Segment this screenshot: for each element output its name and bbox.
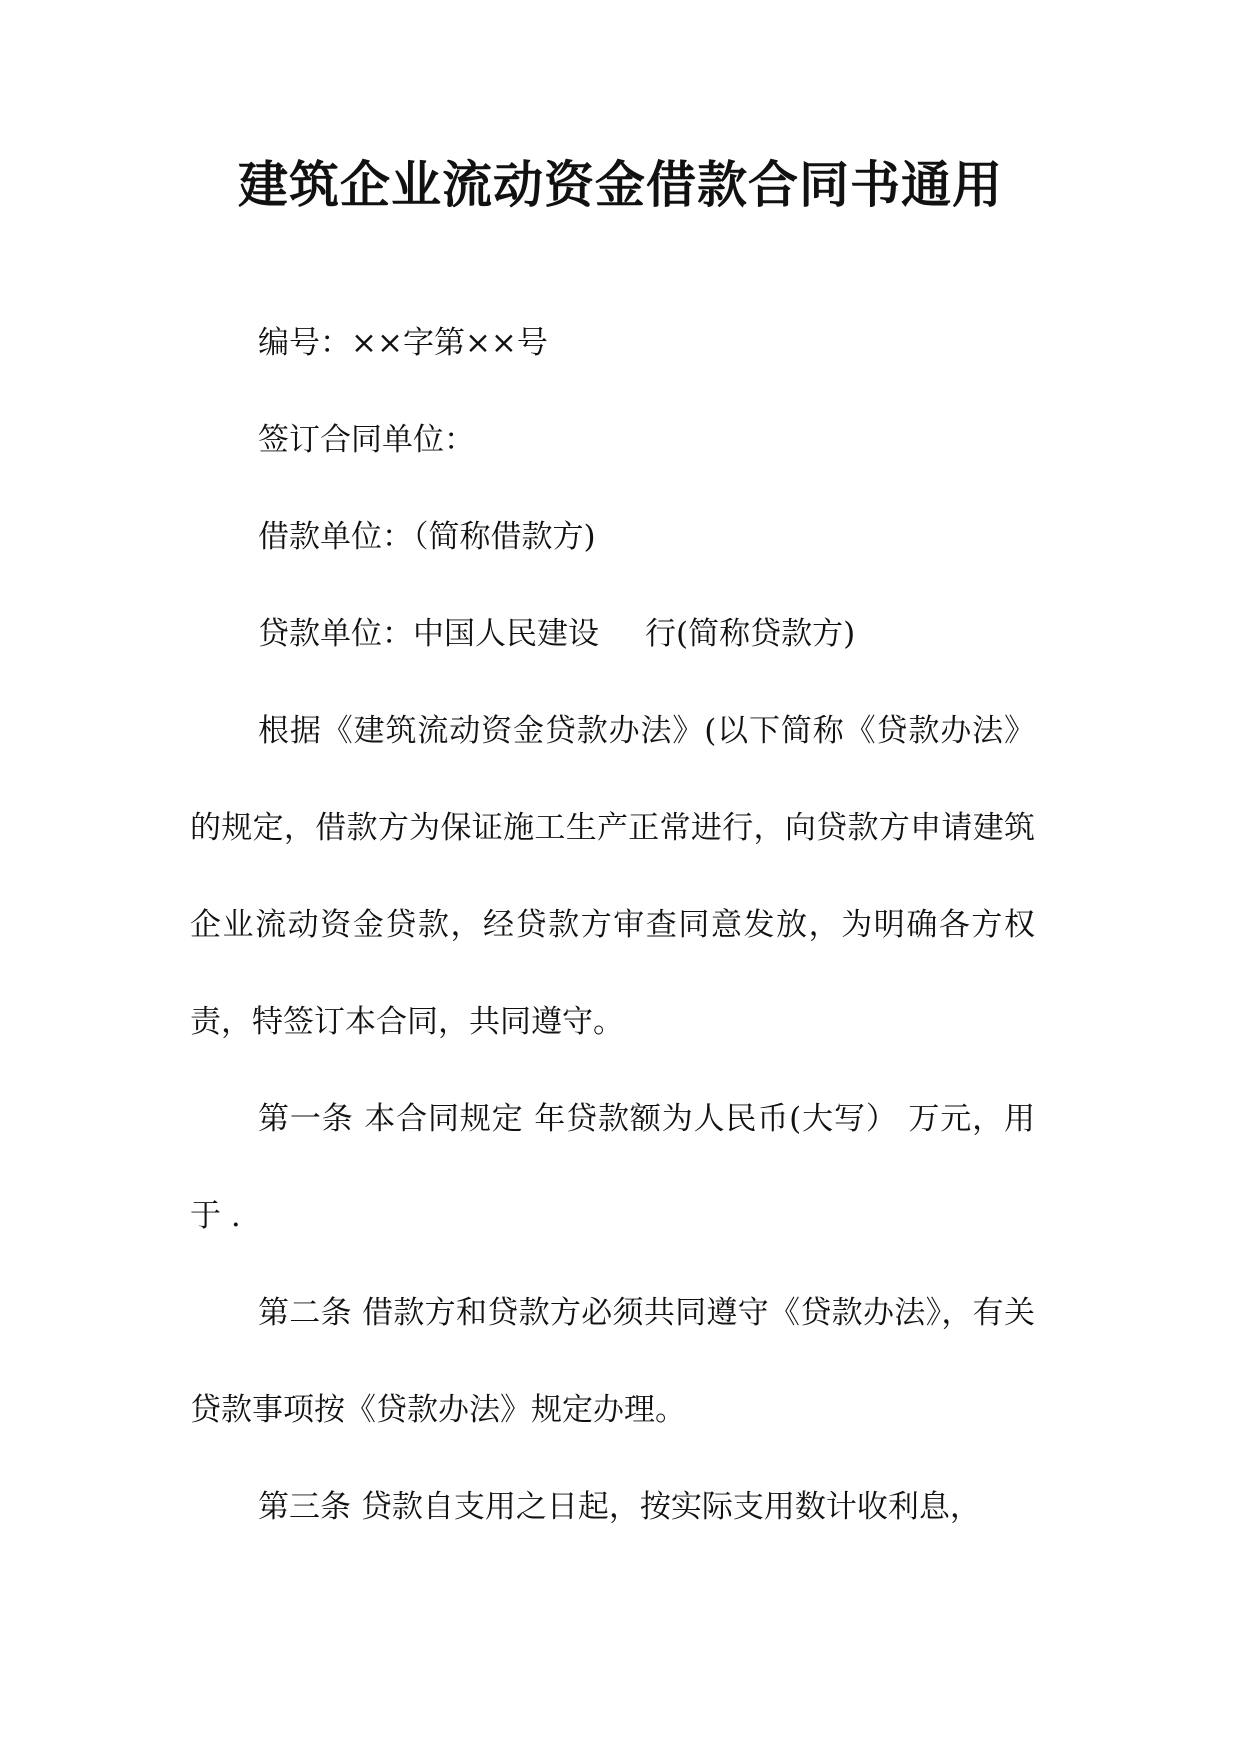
article-1: 第一条 本合同规定 年贷款额为人民币(大写） 万元，用于 . [190,1101,1035,1234]
document-body [190,295,1035,1556]
contract-number: 编号：××字第××号 [258,325,548,361]
document-title: 建筑企业流动资金借款合同书通用 [238,155,1003,214]
article-2: 第二条 借款方和贷款方必须共同遵守《贷款办法》，有关贷款事项按《贷款办法》规定办理。 [190,1295,1035,1428]
lender-suffix: 行(简称贷款方) [645,616,856,652]
article-3: 第三条 贷款自支用之日起，按实际支用数计收利息， [258,1489,981,1525]
preamble-paragraph: 根据《建筑流动资金贷款办法》(以下简称《贷款办法》的规定，借款方为保证施工生产正常进行，向贷款方申请建筑企业流动资金贷款，经贷款方审查同意发放，为明确各方权责，特签订本合同，共同遵守。 [190,713,1035,1040]
lender-line [190,586,1035,683]
borrower-line: 借款单位：（简称借款方) [258,519,596,555]
lender-prefix: 贷款单位：中国人民建设 [258,616,599,652]
signing-units-label: 签订合同单位： [258,422,475,458]
